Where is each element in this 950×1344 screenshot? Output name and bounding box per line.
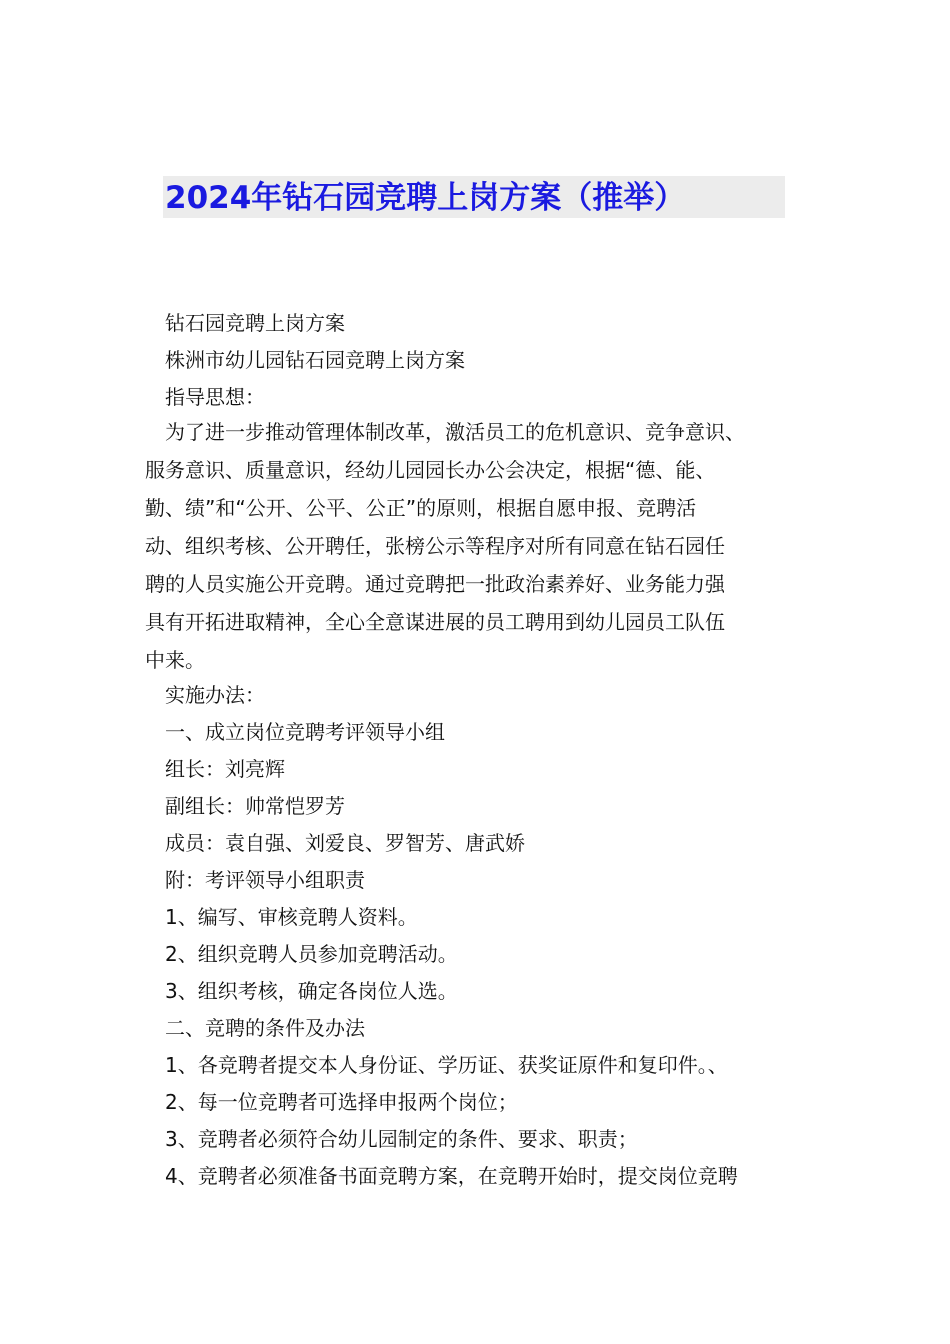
leader-line: 组长：刘亮辉: [165, 757, 285, 781]
guiding-label: 指导思想：: [165, 385, 265, 409]
section-2-title: 二、竞聘的条件及办法: [165, 1016, 365, 1040]
condition-item: 4、竞聘者必须准备书面竞聘方案，在竞聘开始时，提交岗位竞聘: [165, 1164, 738, 1188]
duty-item: 2、组织竞聘人员参加竞聘活动。: [165, 942, 458, 966]
heading-line-2: 株洲市幼儿园钻石园竞聘上岗方案: [165, 348, 465, 372]
paragraph-line: 聘的人员实施公开竞聘。通过竞聘把一批政治素养好、业务能力强: [145, 572, 725, 596]
condition-item: 3、竞聘者必须符合幼儿园制定的条件、要求、职责；: [165, 1127, 638, 1151]
duty-item: 3、组织考核，确定各岗位人选。: [165, 979, 458, 1003]
method-label: 实施办法：: [165, 683, 265, 707]
paragraph-line: 服务意识、质量意识，经幼儿园园长办公会决定，根据“德、能、: [145, 458, 716, 482]
condition-item: 1、各竞聘者提交本人身份证、学历证、获奖证原件和复印件。、: [165, 1053, 728, 1077]
paragraph-line: 具有开拓进取精神，全心全意谋进展的员工聘用到幼儿园员工队伍: [145, 610, 725, 634]
document-title: 2024年钻石园竞聘上岗方案（推举）: [165, 180, 686, 216]
paragraph-line: 中来。: [145, 648, 205, 672]
members-line: 成员：袁自强、刘爱良、罗智芳、唐武娇: [165, 831, 525, 855]
guiding-paragraph: [145, 419, 825, 685]
paragraph-line: 勤、绩”和“公开、公平、公正”的原则，根据自愿申报、竞聘活: [145, 496, 697, 520]
paragraph-line: 动、组织考核、公开聘任，张榜公示等程序对所有同意在钻石园任: [145, 534, 725, 558]
paragraph-line: 为了进一步推动管理体制改革，激活员工的危机意识、竞争意识、: [165, 420, 745, 444]
section-1-title: 一、成立岗位竞聘考评领导小组: [165, 720, 445, 744]
duty-item: 1、编写、审核竞聘人资料。: [165, 905, 418, 929]
appendix-line: 附：考评领导小组职责: [165, 868, 365, 892]
deputy-line: 副组长：帅常恺罗芳: [165, 794, 345, 818]
heading-line-1: 钻石园竞聘上岗方案: [165, 311, 345, 335]
condition-item: 2、每一位竞聘者可选择申报两个岗位；: [165, 1090, 518, 1114]
